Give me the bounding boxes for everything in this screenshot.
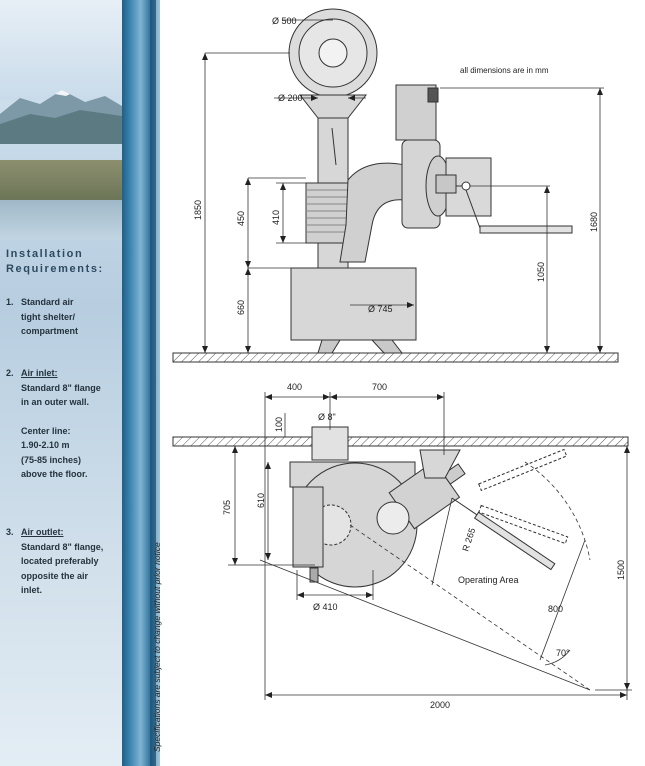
dim-height-660: 660 <box>236 299 246 315</box>
sidebar-panel: Installation Requirements: 1. Standard air tight shelter/ compartment 2. Air inlet: Standard 8" flange in an outer wall. Center line: 1.90-2.10 m (75-85 inches) above the floor. 3. Air outlet: Standard 8" flange, located preferably opposite the air inlet. <box>0 0 122 766</box>
dim-height-100: 100 <box>274 416 284 432</box>
dim-length-800: 800 <box>548 604 564 614</box>
floor-hatch <box>173 353 618 362</box>
operating-area-label: Operating Area <box>458 575 519 585</box>
dim-diameter-8in: Ø 8" <box>318 412 336 422</box>
dim-height-450: 450 <box>236 210 246 226</box>
dim-height-410: 410 <box>271 209 281 225</box>
dim-height-1850: 1850 <box>193 199 203 220</box>
dim-width-400: 400 <box>287 382 303 392</box>
dim-height-1680: 1680 <box>589 211 599 232</box>
dim-width-2000: 2000 <box>430 700 451 710</box>
installation-title: Installation Requirements: <box>6 248 104 275</box>
plan-labels <box>222 382 626 710</box>
requirement-number: 1. <box>6 297 14 307</box>
wall-hatch <box>173 437 628 446</box>
dim-diameter-745: Ø 745 <box>368 304 393 314</box>
inlet-duct <box>312 427 348 460</box>
requirement-number: 3. <box>6 527 14 537</box>
dim-diameter-500: Ø 500 <box>272 16 297 26</box>
dim-height-1500: 1500 <box>616 559 626 580</box>
dim-diameter-410: Ø 410 <box>313 602 338 612</box>
dim-height-610: 610 <box>256 492 266 508</box>
dim-angle-70: 70° <box>556 648 570 658</box>
dim-diameter-200: Ø 200 <box>278 93 303 103</box>
dim-radius-265: R 265 <box>460 526 478 553</box>
specifications-note: Specifications are subject to change without prior notice <box>152 542 162 752</box>
dim-height-1050: 1050 <box>536 261 546 282</box>
base-housing <box>291 268 416 340</box>
crank-handle <box>480 226 572 233</box>
dim-height-705: 705 <box>222 499 232 515</box>
requirement-number: 2. <box>6 368 14 378</box>
dim-width-700: 700 <box>372 382 388 392</box>
dimensions-note: all dimensions are in mm <box>460 66 549 75</box>
